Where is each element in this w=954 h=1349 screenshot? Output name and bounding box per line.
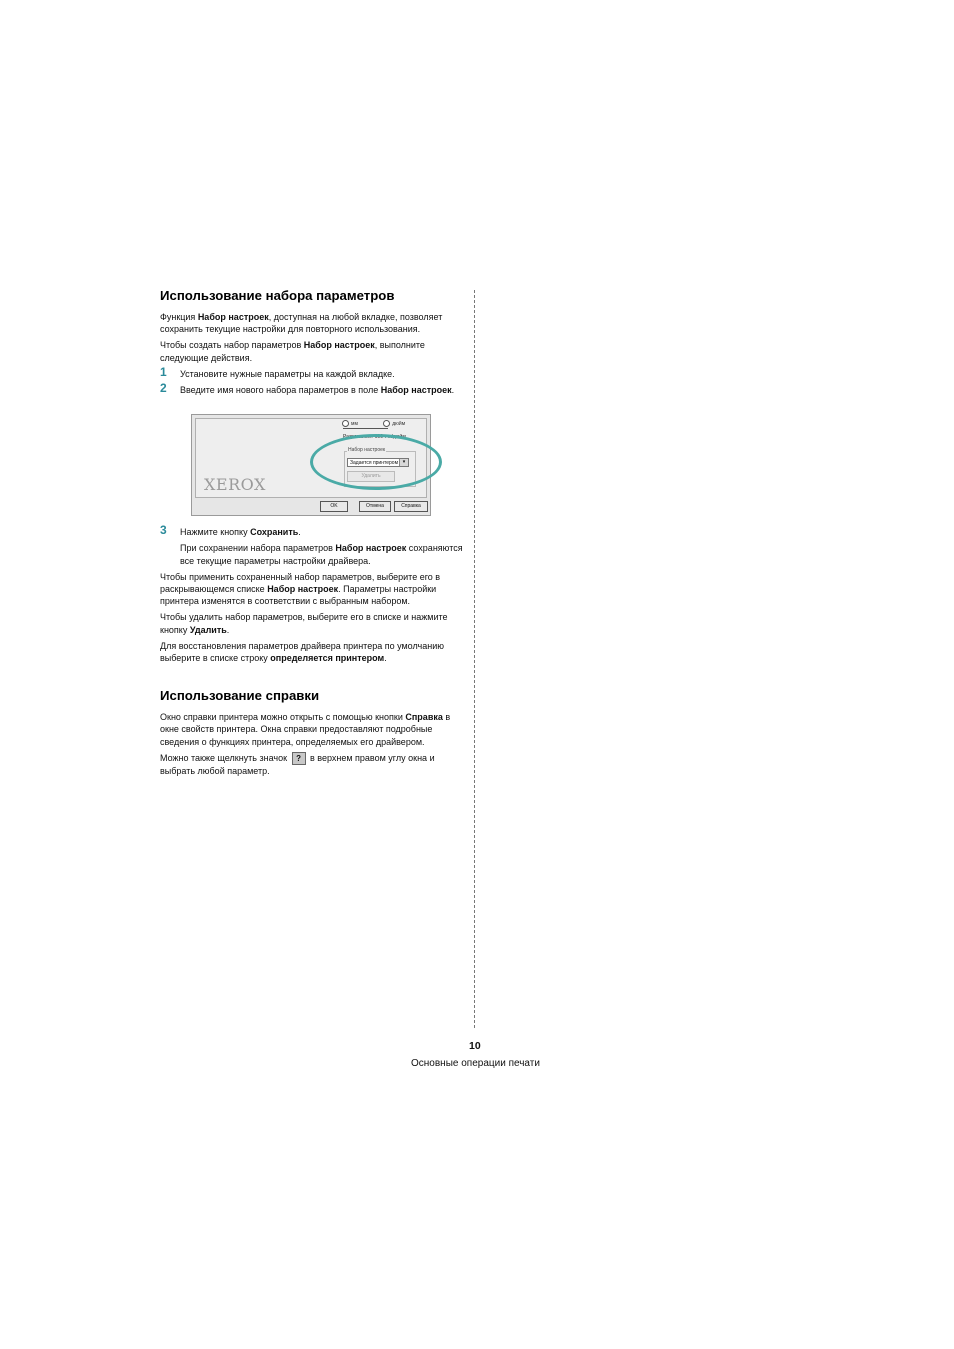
ok-button[interactable]: OK [320, 501, 348, 512]
cancel-button[interactable]: Отмена [359, 501, 391, 512]
highlight-oval [310, 434, 442, 490]
step-2: 2 Введите имя нового набора параметров в поле Набор настроек. [160, 381, 455, 396]
column-divider [474, 290, 475, 1028]
page-number: 10 [469, 1040, 481, 1052]
paragraph: Чтобы создать набор параметров Набор настроек, выполните следующие действия. [160, 340, 425, 363]
driver-dialog-screenshot [191, 414, 431, 516]
section-heading-help: Использование справки [160, 688, 320, 704]
main-column [160, 288, 465, 781]
unit-radio-group: мм дюйм [342, 420, 405, 427]
step-number: 3 [160, 523, 167, 538]
divider [343, 428, 388, 433]
delete-button[interactable]: Удалить [347, 471, 395, 482]
help-question-icon[interactable]: ? [292, 752, 306, 765]
radio-inch[interactable] [383, 420, 390, 427]
step-number: 2 [160, 381, 167, 396]
radio-mm[interactable] [342, 420, 349, 427]
resolution-label: Разрешение: 600 тчк/дюйм [343, 434, 406, 441]
paragraph: Окно справки принтера можно открыть с помощью кнопки Справка в окне свойств принтера. Окна справки предоставляют подробные сведения о функциях принтера, определяемых его драйвером. [160, 712, 451, 747]
step-3-note: При сохранении набора параметров Набор настроек сохраняются все текущие параметры настройки драйвера. [180, 543, 463, 566]
chevron-down-icon[interactable]: ▾ [399, 459, 408, 466]
section-heading-presets: Использование набора параметров [160, 288, 395, 303]
paragraph: Для восстановления параметров драйвера принтера по умолчанию выберите в списке строку определяется принтером. [160, 640, 444, 664]
paragraph: Чтобы удалить набор параметров, выберите его в списке и нажмите кнопку Удалить. [160, 612, 448, 635]
presets-group-label: Набор настроек [348, 447, 386, 454]
paragraph: Чтобы применить сохраненный набор параметров, выберите его в раскрывающемся списке Набор настроек. Параметры настройки принтера изменятся в соответствии с выбранным набором. [160, 571, 441, 607]
xerox-logo: XEROX [204, 475, 266, 495]
step-3: 3 Нажмите кнопку Сохранить. [160, 523, 301, 538]
presets-select[interactable]: Задается принтером ▾ [347, 458, 409, 467]
paragraph: Функция Набор настроек, доступная на любой вкладке, позволяет сохранить текущие настройки для повторного использования. [160, 312, 443, 335]
step-number: 1 [160, 364, 167, 379]
help-button[interactable]: Справка [394, 501, 428, 512]
step-1: 1 Установите нужные параметры на каждой вкладке. [160, 364, 395, 379]
paragraph: Можно также щелкнуть значок ? в верхнем правом углу окна и выбрать любой параметр. [160, 752, 435, 776]
footer-section-title: Основные операции печати [411, 1058, 540, 1069]
